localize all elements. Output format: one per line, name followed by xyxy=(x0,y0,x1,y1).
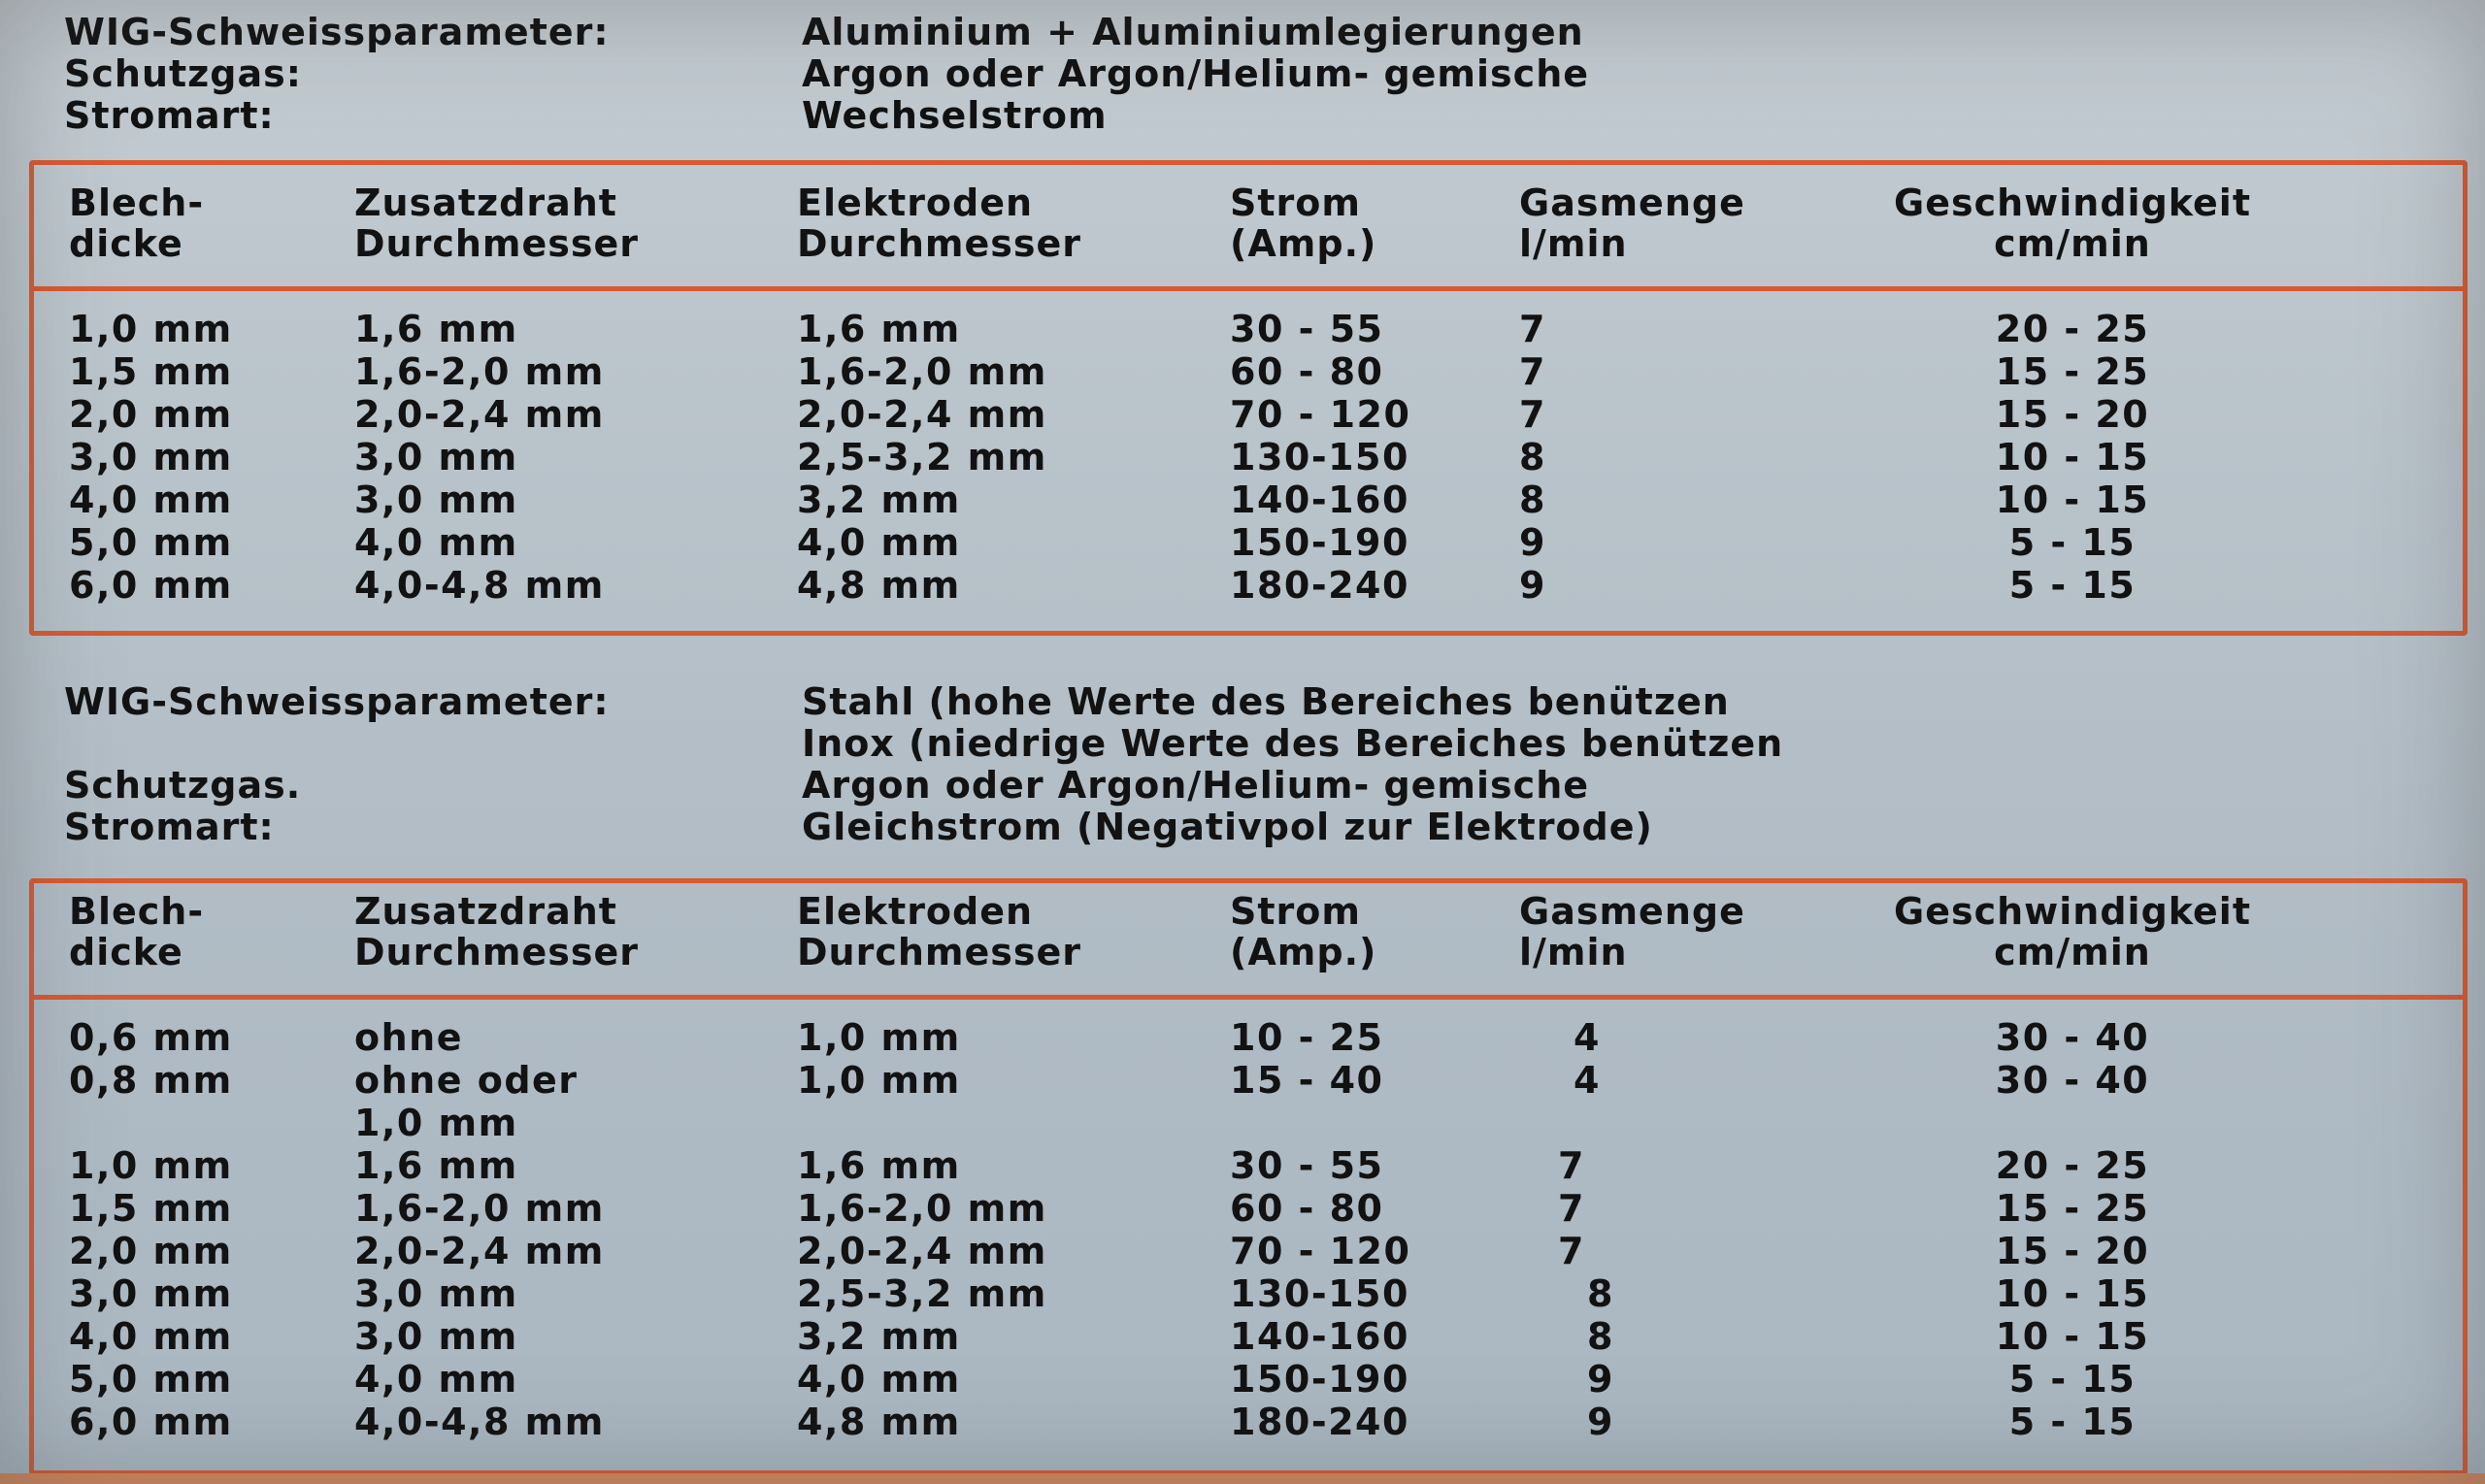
cell-sheet-thickness: 1,0 mm xyxy=(69,1144,233,1187)
header-electrode-diameter xyxy=(797,182,1081,264)
info-value: Stahl (hohe Werte des Bereiches benützen xyxy=(802,680,1730,723)
cell-current: 30 - 55 xyxy=(1230,308,1384,350)
info-value: Wechselstrom xyxy=(802,94,1108,137)
cell-gas-flow: 7 xyxy=(1558,1230,1585,1272)
cell-filler-wire-diameter: ohne xyxy=(354,1016,463,1059)
info-label: WIG-Schweissparameter: xyxy=(64,11,610,53)
cell-sheet-thickness: 1,0 mm xyxy=(69,308,233,350)
cell-speed: 5 - 15 xyxy=(2008,521,2137,564)
header-line: dicke xyxy=(69,931,183,973)
cell-gas-flow: 8 xyxy=(1519,436,1546,478)
cell-gas-flow: 4 xyxy=(1574,1059,1601,1102)
cell-current: 140-160 xyxy=(1230,1315,1409,1358)
cell-current: 150-190 xyxy=(1230,521,1409,564)
cell-electrode-diameter: 2,5-3,2 mm xyxy=(797,1272,1047,1315)
cell-gas-flow: 7 xyxy=(1519,393,1546,436)
cell-gas-flow: 8 xyxy=(1519,478,1546,521)
cell-current: 180-240 xyxy=(1230,564,1409,607)
info-label: Stromart: xyxy=(64,806,275,848)
cell-electrode-diameter: 3,2 mm xyxy=(797,478,961,521)
header-current xyxy=(1230,891,1376,973)
cell-filler-wire-diameter: 2,0-2,4 mm xyxy=(354,393,605,436)
cell-filler-wire-diameter: 3,0 mm xyxy=(354,1272,518,1315)
info-label: Stromart: xyxy=(64,94,275,137)
info-label: Schutzgas. xyxy=(64,764,302,807)
cell-current: 10 - 25 xyxy=(1230,1016,1384,1059)
cell-gas-flow: 7 xyxy=(1519,350,1546,393)
table-row xyxy=(34,394,2463,436)
cell-speed: 10 - 15 xyxy=(1995,436,2150,478)
table-row xyxy=(34,479,2463,521)
cell-filler-wire-diameter: 1,6-2,0 mm xyxy=(354,1187,605,1230)
table-row xyxy=(34,309,2463,350)
cell-sheet-thickness: 1,5 mm xyxy=(69,350,233,393)
cell-speed: 30 - 40 xyxy=(1995,1016,2150,1059)
header-sheet-thickness xyxy=(69,182,204,264)
cell-sheet-thickness: 6,0 mm xyxy=(69,1401,233,1443)
header-line: Durchmesser xyxy=(797,222,1082,265)
cell-current: 60 - 80 xyxy=(1230,1187,1384,1230)
table-row xyxy=(34,1402,2463,1443)
cell-current: 70 - 120 xyxy=(1230,1230,1411,1272)
cell-current: 180-240 xyxy=(1230,1401,1409,1443)
table-row xyxy=(34,351,2463,393)
table-row xyxy=(34,1103,2463,1144)
cell-sheet-thickness: 4,0 mm xyxy=(69,478,233,521)
cell-filler-wire-diameter: 1,0 mm xyxy=(354,1102,518,1144)
cell-electrode-diameter: 3,2 mm xyxy=(797,1315,961,1358)
steel-inox-parameter-table xyxy=(29,878,2468,1475)
cell-electrode-diameter: 1,0 mm xyxy=(797,1059,961,1102)
header-line: Durchmesser xyxy=(354,931,640,973)
cell-current: 130-150 xyxy=(1230,1272,1409,1315)
cell-electrode-diameter: 4,8 mm xyxy=(797,1401,961,1443)
cell-sheet-thickness: 3,0 mm xyxy=(69,1272,233,1315)
cell-speed: 20 - 25 xyxy=(1995,1144,2150,1187)
cell-gas-flow: 9 xyxy=(1519,521,1546,564)
cell-sheet-thickness: 3,0 mm xyxy=(69,436,233,478)
cell-electrode-diameter: 4,0 mm xyxy=(797,1358,961,1401)
header-line: Geschwindigkeit xyxy=(1894,181,2251,224)
cell-electrode-diameter: 4,8 mm xyxy=(797,564,961,607)
cell-current: 150-190 xyxy=(1230,1358,1409,1401)
cell-sheet-thickness: 0,8 mm xyxy=(69,1059,233,1102)
info-value: Inox (niedrige Werte des Bereiches benützen xyxy=(802,722,1784,765)
aluminium-parameter-table xyxy=(29,160,2468,636)
header-sheet-thickness xyxy=(69,891,204,973)
cell-gas-flow: 9 xyxy=(1519,564,1546,607)
header-line: cm/min xyxy=(1994,931,2151,973)
header-line: Blech- xyxy=(69,181,205,224)
header-gas-flow xyxy=(1519,891,1745,973)
info-label: Schutzgas: xyxy=(64,52,302,95)
header-line: Zusatzdraht xyxy=(354,181,617,224)
cell-current: 30 - 55 xyxy=(1230,1144,1384,1187)
cell-current: 15 - 40 xyxy=(1230,1059,1384,1102)
cell-filler-wire-diameter: 3,0 mm xyxy=(354,436,518,478)
info-value: Argon oder Argon/Helium- gemische xyxy=(802,764,1590,807)
cell-speed: 10 - 15 xyxy=(1995,1272,2150,1315)
cell-current: 130-150 xyxy=(1230,436,1409,478)
table-header xyxy=(34,883,2463,1000)
cell-speed: 5 - 15 xyxy=(2008,564,2137,607)
header-line: l/min xyxy=(1519,931,1628,973)
cell-current: 60 - 80 xyxy=(1230,350,1384,393)
cell-electrode-diameter: 2,5-3,2 mm xyxy=(797,436,1047,478)
cell-current: 70 - 120 xyxy=(1230,393,1411,436)
cell-gas-flow: 7 xyxy=(1558,1187,1585,1230)
header-line: Durchmesser xyxy=(797,931,1082,973)
cell-gas-flow: 7 xyxy=(1558,1144,1585,1187)
cell-filler-wire-diameter: 4,0-4,8 mm xyxy=(354,564,605,607)
table-row xyxy=(34,522,2463,564)
cell-speed: 10 - 15 xyxy=(1995,478,2150,521)
cell-filler-wire-diameter: 3,0 mm xyxy=(354,478,518,521)
cell-electrode-diameter: 4,0 mm xyxy=(797,521,961,564)
cell-filler-wire-diameter: 2,0-2,4 mm xyxy=(354,1230,605,1272)
cell-electrode-diameter: 2,0-2,4 mm xyxy=(797,393,1047,436)
cell-speed: 20 - 25 xyxy=(1995,308,2150,350)
header-line: (Amp.) xyxy=(1230,931,1377,973)
cell-gas-flow: 9 xyxy=(1587,1358,1614,1401)
cell-gas-flow: 7 xyxy=(1519,308,1546,350)
header-line: l/min xyxy=(1519,222,1628,265)
cell-speed: 10 - 15 xyxy=(1995,1315,2150,1358)
cell-filler-wire-diameter: 1,6-2,0 mm xyxy=(354,350,605,393)
header-line: (Amp.) xyxy=(1230,222,1377,265)
cell-speed: 15 - 20 xyxy=(1995,1230,2150,1272)
cell-filler-wire-diameter: 1,6 mm xyxy=(354,308,518,350)
table-row xyxy=(34,1188,2463,1230)
header-line: Elektroden xyxy=(797,181,1034,224)
header-electrode-diameter xyxy=(797,891,1081,973)
cell-sheet-thickness: 2,0 mm xyxy=(69,393,233,436)
cell-electrode-diameter: 2,0-2,4 mm xyxy=(797,1230,1047,1272)
cell-electrode-diameter: 1,0 mm xyxy=(797,1016,961,1059)
cell-sheet-thickness: 4,0 mm xyxy=(69,1315,233,1358)
table-row xyxy=(34,1017,2463,1059)
header-speed xyxy=(1839,182,2305,264)
cell-electrode-diameter: 1,6 mm xyxy=(797,308,961,350)
table-row xyxy=(34,1060,2463,1102)
cell-speed: 15 - 25 xyxy=(1995,1187,2150,1230)
cell-filler-wire-diameter: 4,0 mm xyxy=(354,1358,518,1401)
header-speed xyxy=(1839,891,2305,973)
info-value: Argon oder Argon/Helium- gemische xyxy=(802,52,1590,95)
info-value: Gleichstrom (Negativpol zur Elektrode) xyxy=(802,806,1653,848)
cell-sheet-thickness: 1,5 mm xyxy=(69,1187,233,1230)
header-line: Gasmenge xyxy=(1519,890,1745,933)
header-current xyxy=(1230,182,1376,264)
header-line: Elektroden xyxy=(797,890,1034,933)
cell-electrode-diameter: 1,6 mm xyxy=(797,1144,961,1187)
header-gas-flow xyxy=(1519,182,1745,264)
cell-sheet-thickness: 6,0 mm xyxy=(69,564,233,607)
header-filler-wire-diameter xyxy=(354,182,639,264)
cell-sheet-thickness: 5,0 mm xyxy=(69,1358,233,1401)
table-row xyxy=(34,437,2463,478)
header-line: Geschwindigkeit xyxy=(1894,890,2251,933)
cell-speed: 5 - 15 xyxy=(2008,1401,2137,1443)
table-row xyxy=(34,1231,2463,1272)
info-value: Aluminium + Aluminiumlegierungen xyxy=(802,11,1584,53)
header-line: Durchmesser xyxy=(354,222,640,265)
cell-speed: 5 - 15 xyxy=(2008,1358,2137,1401)
table-row xyxy=(34,565,2463,607)
bottom-edge-strip xyxy=(0,1473,2485,1484)
cell-filler-wire-diameter: 4,0-4,8 mm xyxy=(354,1401,605,1443)
cell-speed: 30 - 40 xyxy=(1995,1059,2150,1102)
cell-filler-wire-diameter: 3,0 mm xyxy=(354,1315,518,1358)
header-line: Strom xyxy=(1230,181,1361,224)
cell-filler-wire-diameter: 4,0 mm xyxy=(354,521,518,564)
cell-speed: 15 - 25 xyxy=(1995,350,2150,393)
table-row xyxy=(34,1145,2463,1187)
header-line: Strom xyxy=(1230,890,1361,933)
cell-gas-flow: 8 xyxy=(1587,1315,1614,1358)
cell-filler-wire-diameter: 1,6 mm xyxy=(354,1144,518,1187)
table-row xyxy=(34,1359,2463,1401)
cell-electrode-diameter: 1,6-2,0 mm xyxy=(797,1187,1047,1230)
cell-speed: 15 - 20 xyxy=(1995,393,2150,436)
cell-sheet-thickness: 2,0 mm xyxy=(69,1230,233,1272)
table-row xyxy=(34,1316,2463,1358)
header-line: Blech- xyxy=(69,890,205,933)
cell-current: 140-160 xyxy=(1230,478,1409,521)
header-line: Zusatzdraht xyxy=(354,890,617,933)
cell-sheet-thickness: 0,6 mm xyxy=(69,1016,233,1059)
info-label: WIG-Schweissparameter: xyxy=(64,680,610,723)
cell-electrode-diameter: 1,6-2,0 mm xyxy=(797,350,1047,393)
table-row xyxy=(34,1273,2463,1315)
cell-gas-flow: 8 xyxy=(1587,1272,1614,1315)
header-line: dicke xyxy=(69,222,183,265)
header-line: Gasmenge xyxy=(1519,181,1745,224)
cell-gas-flow: 9 xyxy=(1587,1401,1614,1443)
cell-gas-flow: 4 xyxy=(1574,1016,1601,1059)
header-filler-wire-diameter xyxy=(354,891,639,973)
table-header xyxy=(34,165,2463,291)
cell-sheet-thickness: 5,0 mm xyxy=(69,521,233,564)
cell-filler-wire-diameter: ohne oder xyxy=(354,1059,579,1102)
header-line: cm/min xyxy=(1994,222,2151,265)
